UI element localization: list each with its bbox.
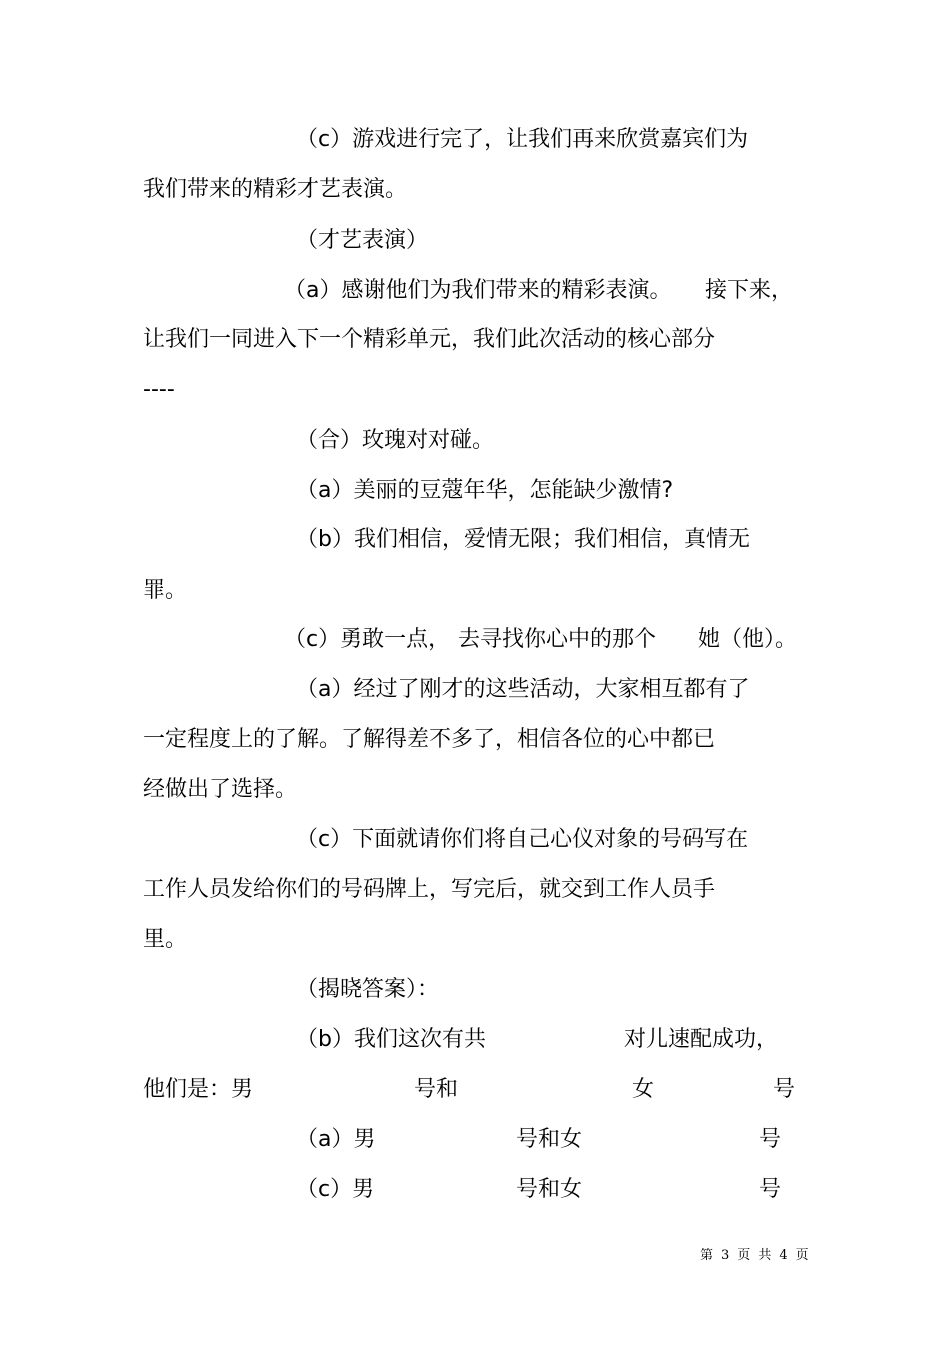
- text-line: 里。: [143, 927, 188, 952]
- text-line: 经做出了选择。: [143, 777, 298, 802]
- text-line: 工作人员发给你们的号码牌上，写完后，就交到工作人员手: [143, 877, 716, 902]
- text-line: （c）游戏进行完了，让我们再来欣赏嘉宾们为: [296, 127, 749, 152]
- footer-gong: 共: [758, 1248, 772, 1263]
- text-line: （a）美丽的豆蔻年华，怎能缺少激情?: [296, 478, 674, 503]
- text-line: （合）玫瑰对对碰。: [296, 428, 495, 453]
- text-line: ----: [143, 377, 175, 402]
- page-footer: [700, 1248, 809, 1264]
- text-line: （才艺表演）: [296, 228, 429, 253]
- text-line: （揭晓答案）：: [296, 977, 440, 1002]
- text-line: 对儿速配成功，: [624, 1027, 779, 1052]
- text-line: 让我们一同进入下一个精彩单元，我们此次活动的核心部分: [143, 327, 716, 352]
- text-line: 号和女: [516, 1177, 583, 1202]
- text-line: 号和: [414, 1077, 459, 1102]
- text-line: 女: [632, 1077, 655, 1102]
- text-line: （c）勇敢一点，: [284, 627, 451, 652]
- text-line: （b）我们这次有共: [296, 1027, 486, 1052]
- footer-di: 第: [700, 1248, 714, 1263]
- footer-current-page: 3: [721, 1248, 730, 1263]
- text-line: （a）经过了刚才的这些活动，大家相互都有了: [296, 677, 750, 702]
- text-line: 一定程度上的了解。了解得差不多了，相信各位的心中都已: [143, 727, 716, 752]
- text-line: 号: [773, 1077, 796, 1102]
- text-line: （b）我们相信，爱情无限；我们相信，真情无: [296, 527, 750, 552]
- text-line: 号: [759, 1177, 782, 1202]
- text-line: 接下来，: [705, 278, 794, 303]
- footer-total-pages: 4: [779, 1248, 788, 1263]
- text-line: 我们带来的精彩才艺表演。: [143, 177, 408, 202]
- footer-ye: 页: [737, 1248, 751, 1263]
- text-line: （a）感谢他们为我们带来的精彩表演。: [284, 278, 672, 303]
- footer-ye: 页: [795, 1248, 809, 1263]
- text-line: 去寻找你心中的那个: [458, 627, 657, 652]
- text-line: （c）男: [296, 1177, 375, 1202]
- text-line: 她（他）。: [698, 627, 798, 652]
- text-line: （c）下面就请你们将自己心仪对象的号码写在: [296, 827, 749, 852]
- text-line: 号: [759, 1127, 782, 1152]
- text-line: 号和女: [516, 1127, 583, 1152]
- text-line: 他们是：男: [143, 1077, 254, 1102]
- text-line: （a）男: [296, 1127, 376, 1152]
- text-line: 罪。: [143, 578, 188, 603]
